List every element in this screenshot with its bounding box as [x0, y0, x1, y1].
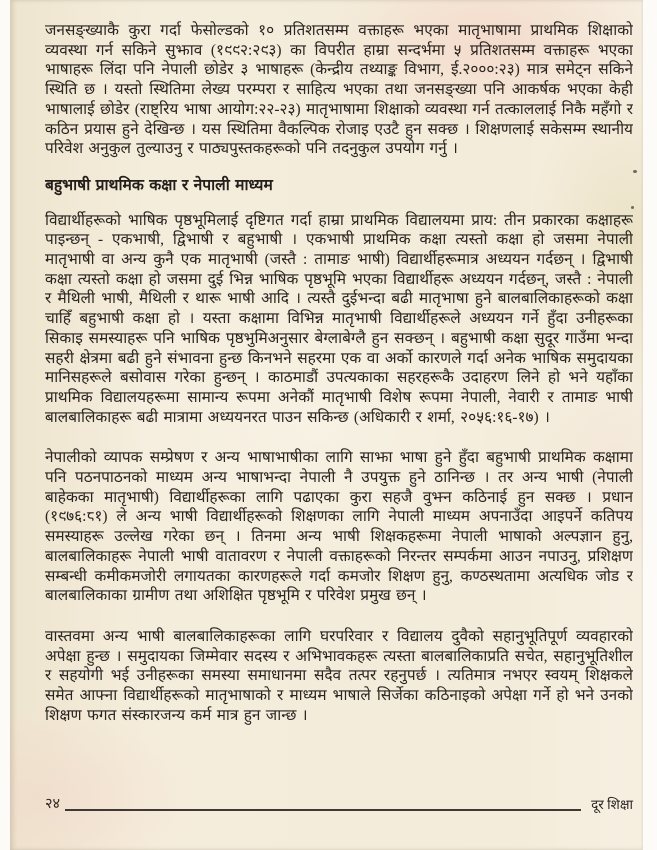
journal-title: दूर शिक्षा	[591, 797, 633, 812]
scanned-page	[10, 0, 643, 850]
ink-speck	[631, 206, 634, 209]
paragraph-sympathetic-treatment: वास्तवमा अन्य भाषी बालबालिकाहरूका लागि घरपरिवार र विद्यालय दुवैको सहानुभूतिपूर्ण व्यवहारको अपेक्षा हुन्छ । समुदायका जिम्मेवार सदस्य र अभिभावकहरू त्यस्ता बालबालिकाप्रति सचेत, सहानुभूतिशील र सहयोगी भई उनीहरूका समस्या समाधानमा सदैव तत्पर रहनुपर्छ । त्यतिमात्र नभएर स्वयम् शिक्षकले समेत आफ्ना विद्यार्थीहरूको मातृभाषाको र माध्यम भाषाले सिर्जेका कठिनाइको अपेक्षा गर्ने हो भने उनको शिक्षण फगत संस्कारजन्य कर्म मात्र हुन जान्छ ।	[45, 627, 633, 724]
paragraph-intro: जनसङ्ख्याकै कुरा गर्दा फेसोल्डको १० प्रतिशतसम्म वक्ताहरू भएका मातृभाषामा प्राथमिक शिक्षाको व्यवस्था गर्न सकिने सुझाव (१९९२:२९३) का विपरीत हाम्रा सन्दर्भमा ५ प्रतिशतसम्म वक्ताहरू भएका भाषाहरू लिंदा पनि नेपाली छोडेर ३ भाषाहरू (केन्द्रीय तथ्याङ्क विभाग, ई.२०००:२३) मात्र समेट्न सकिने स्थिति छ । यस्तो स्थितिमा लेख्य परम्परा र साहित्य भएका तथा जनसङ्ख्या पनि आकर्षक भएका केही भाषालाई छोडेर (राष्ट्रिय भाषा आयोग:२२-२३) मातृभाषामा शिक्षाको व्यवस्था गर्न तत्काललाई निकै महँगो र कठिन प्रयास हुने देखिन्छ । यस स्थितिमा वैकल्पिक रोजाइ एउटै हुन सक्छ । शिक्षणलाई सकेसम्म स्थानीय परिवेश अनुकुल तुल्याउनु र पाठ्यपुस्तकहरूको पनि तदनुकुल उपयोग गर्नु ।	[45, 22, 633, 158]
section-heading: बहुभाषी प्राथमिक कक्षा र नेपाली माध्यम	[45, 176, 273, 194]
page-text-block	[45, 21, 633, 789]
ink-speck	[633, 170, 637, 173]
paragraph-nepali-medium: नेपालीको व्यापक सम्प्रेषण र अन्य भाषाभाषीका लागि साझा भाषा हुने हुँदा बहुभाषी प्राथमिक कक्षामा पनि पठनपाठनको माध्यम अन्य भाषाभन्दा नेपाली नै उपयुक्त हुने ठानिन्छ । तर अन्य भाषी (नेपाली बाहेकका मातृभाषी) विद्यार्थीहरूका लागि पढाएका कुरा सहजै वुझ्न कठिनाई हुन सक्छ । प्रधान (१९७६:८१) ले अन्य भाषी विद्यार्थीहरूको शिक्षणका लागि नेपाली माध्यम अपनाउँदा आइपर्ने कतिपय समस्याहरू उल्लेख गरेका छन् । तिनमा अन्य भाषी शिक्षकहरूमा नेपाली भाषाको अल्पज्ञान हुनु, बालबालिकाहरू नेपाली भाषी वातावरण र नेपाली वक्ताहरूको निरन्तर सम्पर्कमा आउन नपाउनु, प्रशिक्षण सम्बन्धी कमीकमजोरी लगायतका कारणहरूले गर्दा कमजोर शिक्षण हुनु, कण्ठस्थतामा अत्यधिक जोड र बालबालिकाका ग्रामीण तथा अशिक्षित पृष्ठभूमि र परिवेश प्रमुख छन् ।	[45, 449, 633, 605]
footer-rule-line	[65, 809, 581, 811]
paragraph-classroom-types: विद्यार्थीहरूको भाषिक पृष्ठभूमिलाई दृष्टिगत गर्दा हाम्रा प्राथमिक विद्यालयमा प्राय: तीन प्रकारका कक्षाहरू पाइन्छन् - एकभाषी, द्विभाषी र बहुभाषी । एकभाषी प्राथमिक कक्षा त्यस्तो कक्षा हो जसमा नेपाली मातृभाषी वा अन्य कुनै एक मातृभाषी (जस्तै : तामाङ भाषी) विद्यार्थीहरूमात्र अध्ययन गर्दछन् । द्विभाषी कक्षा त्यस्तो कक्षा हो जसमा दुई भिन्न भाषिक पृष्ठभूमि भएका विद्यार्थीहरू अध्ययन गर्दछन्, जस्तै : नेपाली र मैथिली भाषी, मैथिली र थारू भाषी आदि । त्यस्तै दुईभन्दा बढी मातृभाषा हुने बालबालिकाहरूको कक्षा चाहिँ बहुभाषी कक्षा हो । यस्ता कक्षामा विभिन्न मातृभाषी विद्यार्थीहरूले अध्ययन गर्ने हुँदा उनीहरूका सिकाइ समस्याहरू पनि भाषिक पृष्ठभुमिअनुसार बेग्लाबेग्लै हुन सक्छन् । बहुभाषी कक्षा सुदूर गाउँमा भन्दा सहरी क्षेत्रमा बढी हुने संभावना हुन्छ किनभने सहरमा एक वा अर्को कारणले गर्दा अनेक भाषिक समुदायका मानिसहरूले बसोवास गरेका हुन्छन् । काठमाडौं उपत्यकाका सहरहरूकै उदाहरण लिने हो भने यहाँका प्राथमिक विद्यालयहरूमा सामान्य रूपमा अनेकौं मातृभाषी विशेष रूपमा नेपाली, नेवारी र तामाङ भाषी बालबालिकाहरू बढी मात्रामा अध्ययनरत पाउन सकिन्छ (अधिकारी र शर्मा, २०५६:१६-१७) ।	[45, 211, 633, 426]
page-number: २४	[45, 796, 61, 812]
page-footer	[45, 796, 633, 813]
